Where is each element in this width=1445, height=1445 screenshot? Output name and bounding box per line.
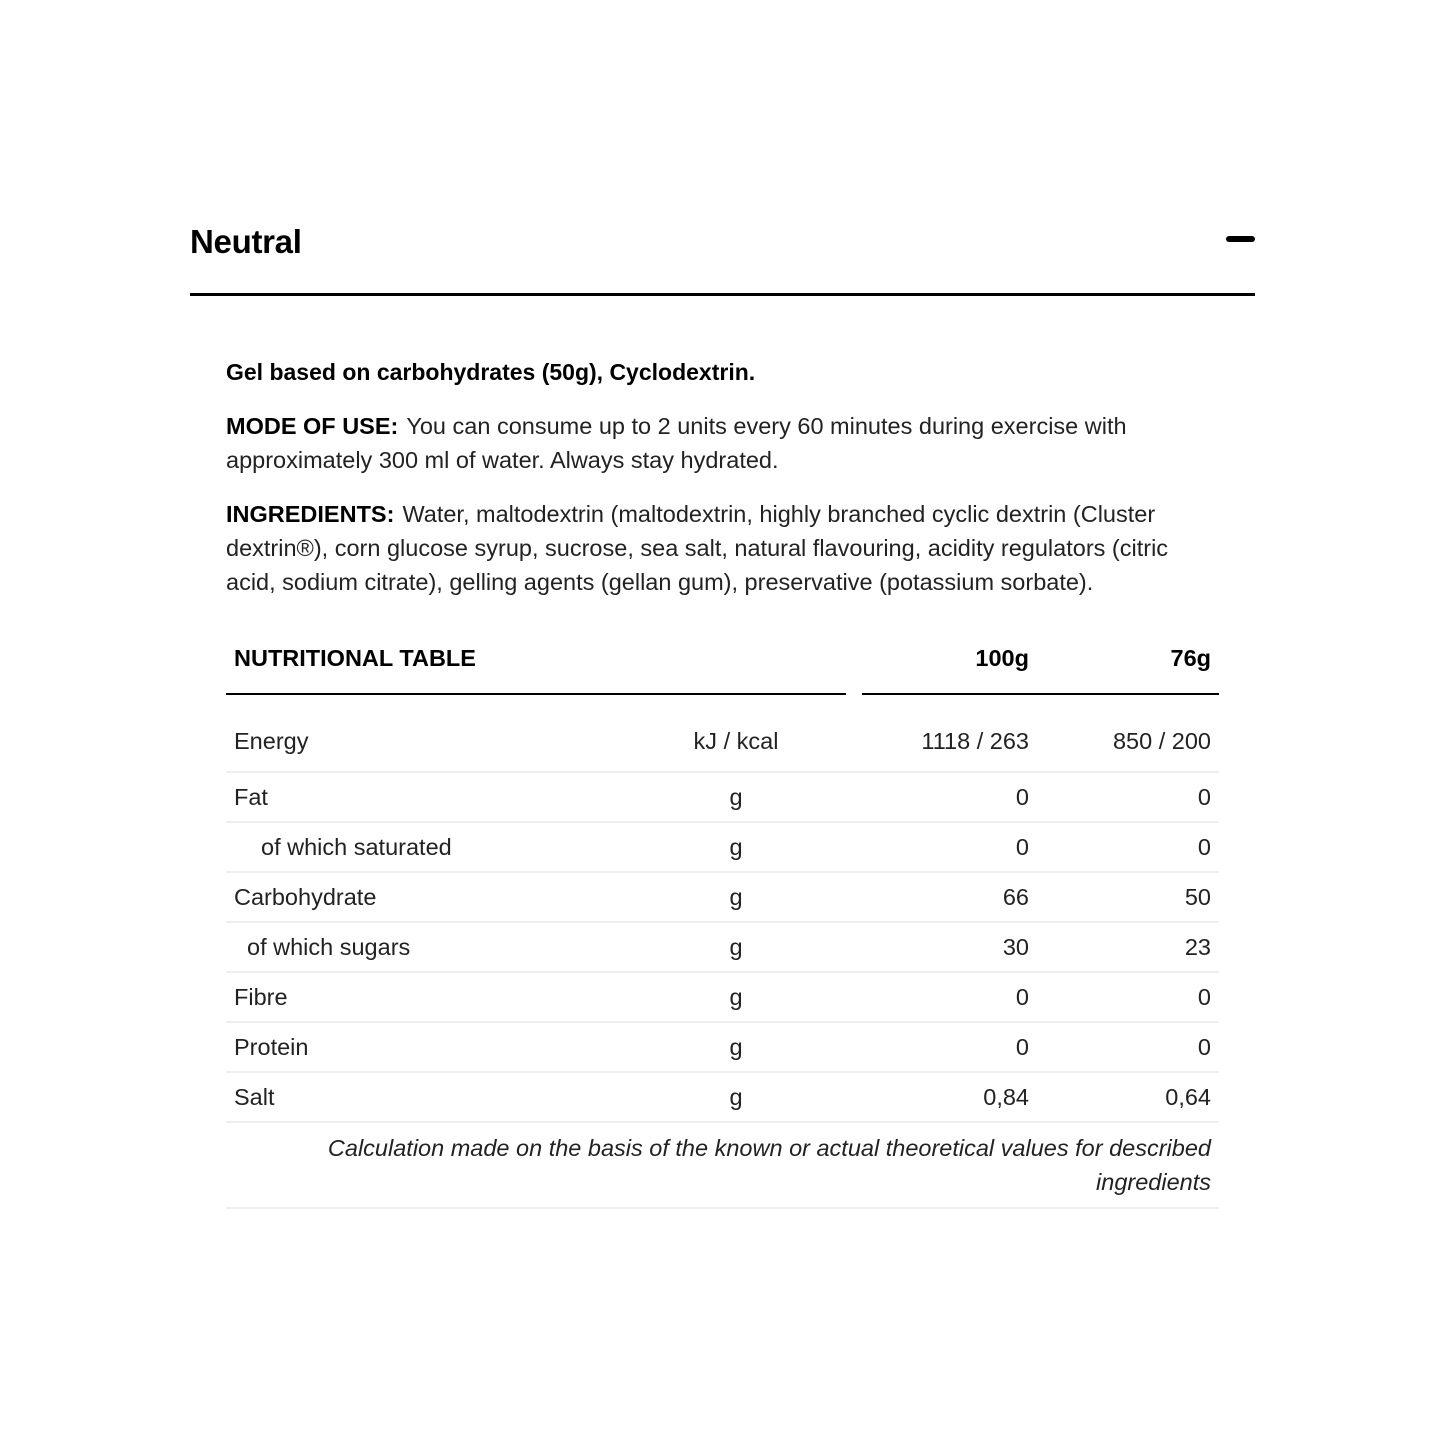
value-100g: 0 — [862, 1023, 1037, 1073]
mode-of-use — [226, 409, 1219, 477]
product-intro: Gel based on carbohydrates (50g), Cyclodextrin. — [226, 359, 756, 385]
table-row — [226, 1023, 1219, 1073]
nutrient-unit: g — [626, 973, 846, 1023]
value-76g: 0 — [1037, 1023, 1219, 1073]
nutrition-table — [226, 633, 1219, 1209]
header-gap — [846, 633, 862, 695]
value-76g: 0,64 — [1037, 1073, 1219, 1123]
nutrient-name: of which sugars — [226, 923, 626, 973]
nutrient-name: of which saturated — [226, 823, 626, 873]
value-76g: 0 — [1037, 773, 1219, 823]
table-footnote: Calculation made on the basis of the known or actual theoretical values for described ingredients — [226, 1123, 1219, 1209]
nutrient-name: Fat — [226, 773, 626, 823]
mode-of-use-label: MODE OF USE: — [226, 413, 399, 439]
header-100g: 100g — [862, 633, 1037, 695]
value-100g: 0,84 — [862, 1073, 1037, 1123]
header-76g: 76g — [1037, 633, 1219, 695]
table-row — [226, 773, 1219, 823]
ingredients — [226, 497, 1219, 599]
cell-gap — [846, 1023, 862, 1073]
nutrient-name: Carbohydrate — [226, 873, 626, 923]
value-100g: 0 — [862, 773, 1037, 823]
table-footnote-row — [226, 1123, 1219, 1209]
table-row — [226, 923, 1219, 973]
nutrient-unit: kJ / kcal — [626, 695, 846, 773]
ingredients-label: INGREDIENTS: — [226, 501, 395, 527]
value-76g: 23 — [1037, 923, 1219, 973]
cell-gap — [846, 973, 862, 1023]
minus-icon[interactable] — [1226, 236, 1255, 242]
table-row — [226, 823, 1219, 873]
accordion-body — [226, 355, 1219, 1209]
table-row — [226, 973, 1219, 1023]
table-title: NUTRITIONAL TABLE — [226, 633, 846, 695]
ingredients-text: Water, maltodextrin (maltodextrin, highly branched cyclic dextrin (Cluster dextrin®), corn glucose syrup, sucrose, sea salt, natural flavouring, acidity regulators (citric acid, sodium citrate), gelling agents (gellan gum), preservative (potassium sorbate). — [226, 501, 1169, 595]
cell-gap — [846, 923, 862, 973]
nutrient-name: Salt — [226, 1073, 626, 1123]
nutrient-unit: g — [626, 1073, 846, 1123]
mode-of-use-text: You can consume up to 2 units every 60 minutes during exercise with approximately 300 ml of water. Always stay hydrated. — [226, 413, 1127, 473]
value-100g: 0 — [862, 823, 1037, 873]
value-100g: 66 — [862, 873, 1037, 923]
accordion-title: Neutral — [190, 223, 302, 260]
cell-gap — [846, 873, 862, 923]
nutrient-unit: g — [626, 923, 846, 973]
nutrient-unit: g — [626, 823, 846, 873]
nutrient-unit: g — [626, 873, 846, 923]
value-100g: 1118 / 263 — [862, 695, 1037, 773]
value-76g: 0 — [1037, 973, 1219, 1023]
value-76g: 850 / 200 — [1037, 695, 1219, 773]
accordion-header[interactable] — [190, 215, 1255, 296]
accordion-neutral — [190, 215, 1255, 1195]
nutrient-name: Fibre — [226, 973, 626, 1023]
table-row — [226, 873, 1219, 923]
nutrient-unit: g — [626, 773, 846, 823]
nutrient-name: Energy — [226, 695, 626, 773]
value-76g: 50 — [1037, 873, 1219, 923]
cell-gap — [846, 1073, 862, 1123]
cell-gap — [846, 823, 862, 873]
cell-gap — [846, 773, 862, 823]
table-row — [226, 1073, 1219, 1123]
cell-gap — [846, 695, 862, 773]
value-76g: 0 — [1037, 823, 1219, 873]
value-100g: 30 — [862, 923, 1037, 973]
table-row — [226, 695, 1219, 773]
nutrient-name: Protein — [226, 1023, 626, 1073]
nutrition-table-header — [226, 633, 1219, 695]
value-100g: 0 — [862, 973, 1037, 1023]
nutrient-unit: g — [626, 1023, 846, 1073]
